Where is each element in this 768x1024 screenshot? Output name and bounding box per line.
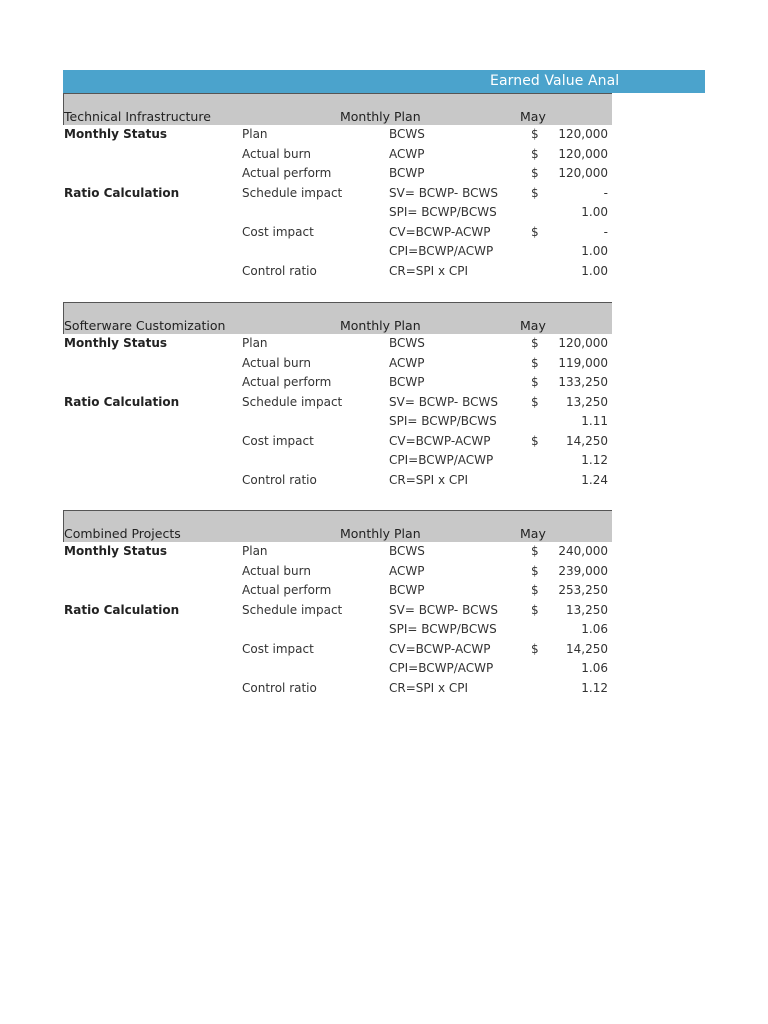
formula: SV= BCWP- BCWS: [389, 185, 498, 200]
formula: SV= BCWP- BCWS: [389, 602, 498, 617]
formula: CV=BCWP-ACWP: [389, 224, 491, 239]
table-row: [63, 223, 612, 243]
table-row: [63, 542, 612, 562]
table-row: [63, 242, 612, 262]
table-row: [63, 451, 612, 471]
row-label: Monthly Status: [64, 336, 168, 350]
formula: SPI= BCWP/BCWS: [389, 205, 497, 219]
currency-symbol: $: [531, 166, 539, 180]
metric-name: Actual perform: [242, 375, 332, 389]
table-row: [63, 145, 612, 165]
value: 253,250: [558, 583, 608, 597]
table-row: [63, 262, 612, 282]
table-row: [63, 393, 612, 413]
value: 1.06: [581, 622, 608, 636]
metric-name: Schedule impact: [242, 602, 343, 617]
value: 239,000: [558, 563, 608, 578]
formula: ACWP: [389, 355, 425, 370]
value: 1.12: [581, 453, 608, 467]
value: 13,250: [566, 394, 608, 409]
metric-name: Control ratio: [242, 472, 317, 487]
table-row: [63, 640, 612, 660]
value: 120,000: [558, 336, 608, 350]
section-combined-projects: [63, 510, 612, 698]
currency-symbol: $: [531, 127, 539, 141]
table-row: [63, 334, 612, 354]
metric-name: Control ratio: [242, 680, 317, 695]
section-header: [63, 93, 612, 125]
page-title: Earned Value Anal: [490, 73, 620, 89]
value: 1.00: [581, 205, 608, 219]
table-row: [63, 679, 612, 699]
table-row: [63, 581, 612, 601]
value: -: [603, 224, 608, 239]
table-row: [63, 659, 612, 679]
monthly-plan-label: Monthly Plan: [340, 526, 421, 541]
section-name: Technical Infrastructure: [64, 109, 211, 124]
formula: BCWP: [389, 375, 425, 389]
currency-symbol: $: [531, 433, 539, 448]
section-name: Combined Projects: [64, 526, 181, 541]
formula: CV=BCWP-ACWP: [389, 641, 491, 656]
formula: BCWP: [389, 583, 425, 597]
table-row: [63, 184, 612, 204]
value: 120,000: [558, 127, 608, 141]
section-software-customization: [63, 302, 612, 490]
row-label: Ratio Calculation: [64, 185, 180, 200]
formula: BCWP: [389, 166, 425, 180]
currency-symbol: $: [531, 563, 539, 578]
month-label: May: [520, 109, 546, 124]
metric-name: Actual burn: [242, 355, 311, 370]
formula: CR=SPI x CPI: [389, 680, 469, 695]
value: 1.24: [581, 472, 608, 487]
formula: CPI=BCWP/ACWP: [389, 453, 494, 467]
formula: SPI= BCWP/BCWS: [389, 622, 497, 636]
formula: ACWP: [389, 563, 425, 578]
section-header: [63, 510, 612, 542]
currency-symbol: $: [531, 394, 539, 409]
section-name: Softerware Customization: [64, 318, 226, 333]
metric-name: Plan: [242, 544, 268, 558]
section-technical-infrastructure: [63, 93, 612, 281]
formula: BCWS: [389, 336, 425, 350]
table-row: [63, 432, 612, 452]
value: 1.00: [581, 263, 608, 278]
formula: SPI= BCWP/BCWS: [389, 414, 497, 428]
value: 1.12: [581, 680, 608, 695]
value: 1.00: [581, 244, 608, 258]
value: 120,000: [558, 146, 608, 161]
value: 1.06: [581, 661, 608, 675]
value: 1.11: [581, 414, 608, 428]
formula: ACWP: [389, 146, 425, 161]
table-row: [63, 412, 612, 432]
currency-symbol: $: [531, 146, 539, 161]
title-bar: [63, 70, 705, 93]
table-row: [63, 601, 612, 621]
formula: CR=SPI x CPI: [389, 472, 469, 487]
value: 14,250: [566, 641, 608, 656]
currency-symbol: $: [531, 641, 539, 656]
table-row: [63, 164, 612, 184]
currency-symbol: $: [531, 544, 539, 558]
formula: BCWS: [389, 544, 425, 558]
value: 133,250: [558, 375, 608, 389]
currency-symbol: $: [531, 224, 539, 239]
currency-symbol: $: [531, 375, 539, 389]
value: 119,000: [558, 355, 608, 370]
formula: CV=BCWP-ACWP: [389, 433, 491, 448]
table-row: [63, 562, 612, 582]
formula: SV= BCWP- BCWS: [389, 394, 498, 409]
metric-name: Actual burn: [242, 563, 311, 578]
row-label: Ratio Calculation: [64, 602, 180, 617]
metric-name: Actual burn: [242, 146, 311, 161]
value: 14,250: [566, 433, 608, 448]
metric-name: Plan: [242, 127, 268, 141]
row-label: Monthly Status: [64, 544, 168, 558]
formula: CR=SPI x CPI: [389, 263, 469, 278]
value: -: [603, 185, 608, 200]
monthly-plan-label: Monthly Plan: [340, 109, 421, 124]
table-row: [63, 373, 612, 393]
metric-name: Actual perform: [242, 166, 332, 180]
value: 13,250: [566, 602, 608, 617]
row-label: Monthly Status: [64, 127, 168, 141]
currency-symbol: $: [531, 583, 539, 597]
metric-name: Cost impact: [242, 433, 314, 448]
metric-name: Cost impact: [242, 224, 314, 239]
row-label: Ratio Calculation: [64, 394, 180, 409]
table-row: [63, 471, 612, 491]
metric-name: Schedule impact: [242, 394, 343, 409]
currency-symbol: $: [531, 355, 539, 370]
formula: CPI=BCWP/ACWP: [389, 244, 494, 258]
value: 120,000: [558, 166, 608, 180]
currency-symbol: $: [531, 336, 539, 350]
currency-symbol: $: [531, 185, 539, 200]
monthly-plan-label: Monthly Plan: [340, 318, 421, 333]
table-row: [63, 125, 612, 145]
currency-symbol: $: [531, 602, 539, 617]
metric-name: Plan: [242, 336, 268, 350]
formula: BCWS: [389, 127, 425, 141]
section-header: [63, 302, 612, 334]
table-row: [63, 620, 612, 640]
table-row: [63, 354, 612, 374]
month-label: May: [520, 318, 546, 333]
month-label: May: [520, 526, 546, 541]
metric-name: Actual perform: [242, 583, 332, 597]
metric-name: Schedule impact: [242, 185, 343, 200]
formula: CPI=BCWP/ACWP: [389, 661, 494, 675]
metric-name: Control ratio: [242, 263, 317, 278]
table-row: [63, 203, 612, 223]
metric-name: Cost impact: [242, 641, 314, 656]
value: 240,000: [558, 544, 608, 558]
